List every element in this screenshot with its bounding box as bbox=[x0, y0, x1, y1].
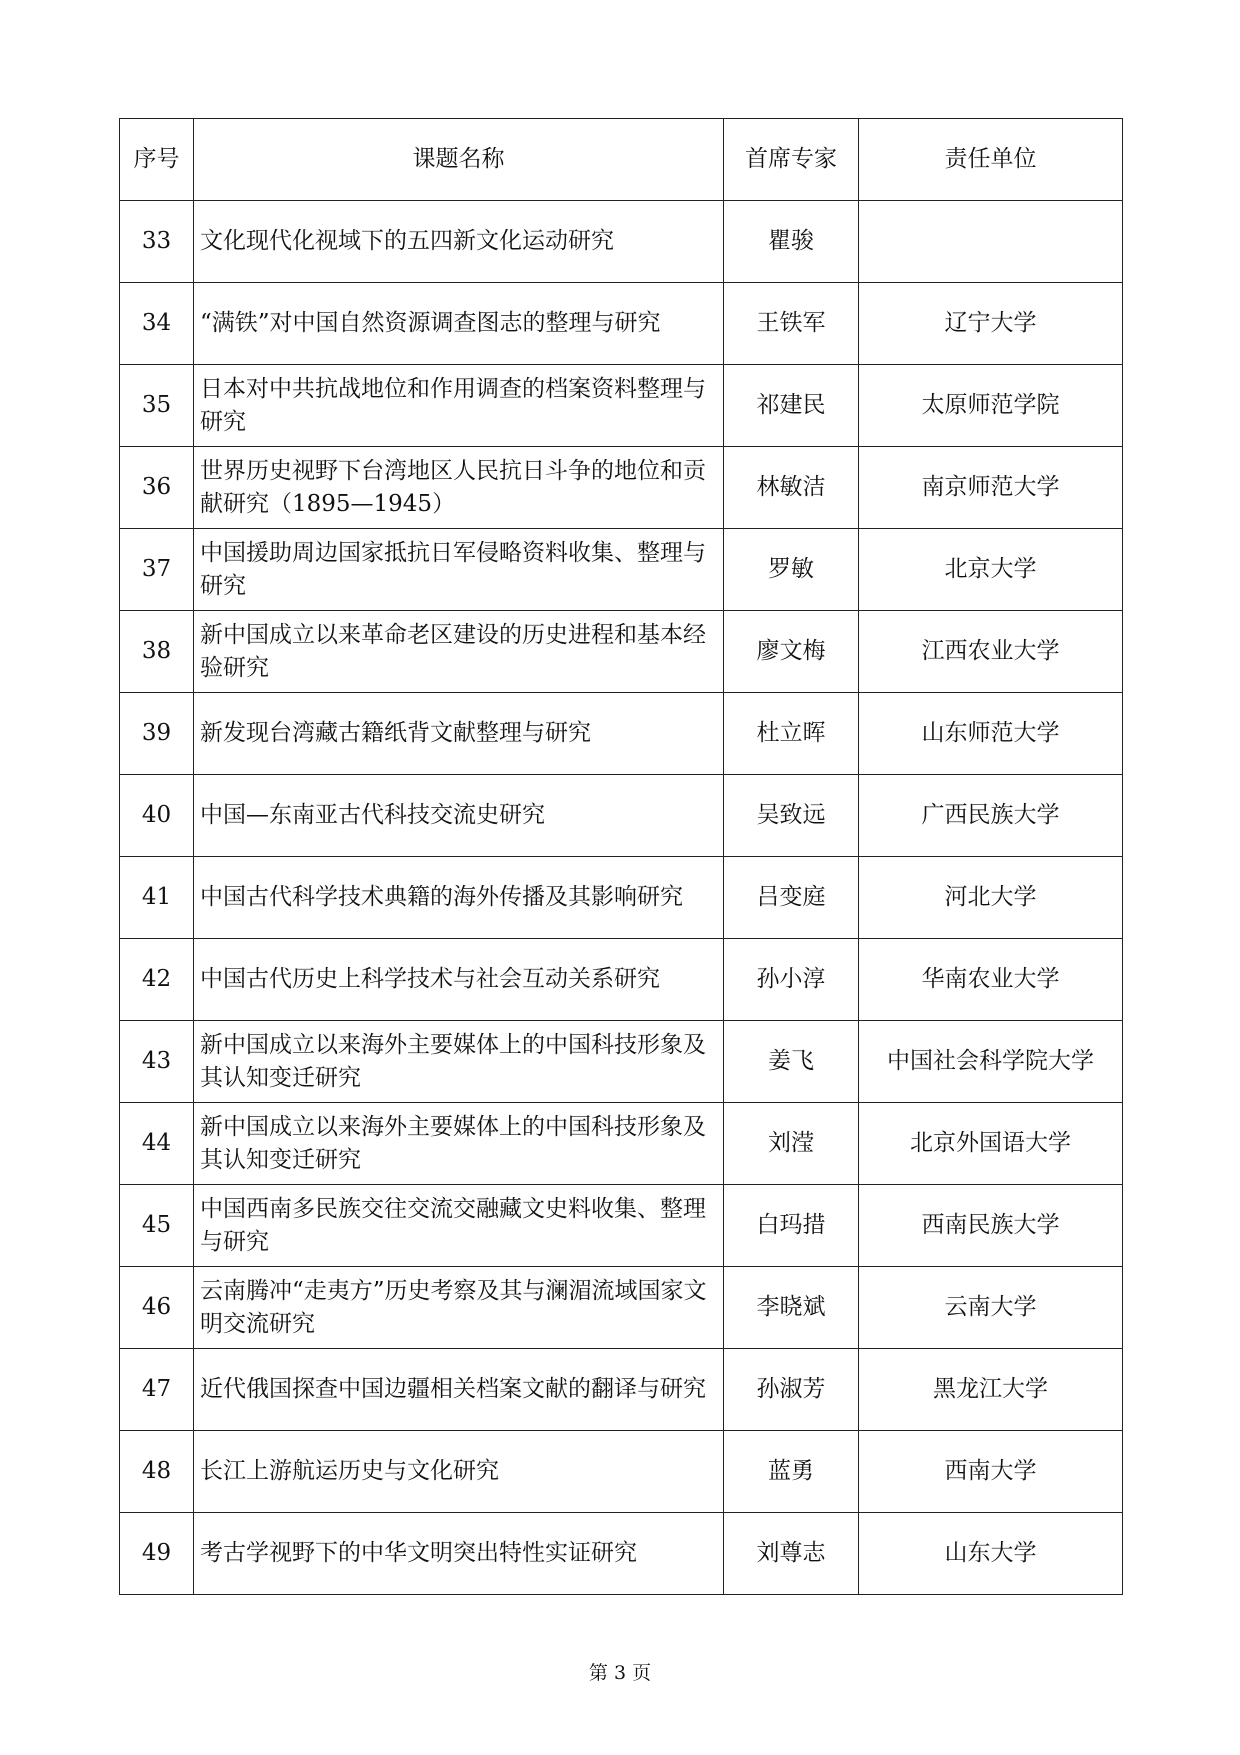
project-title: 中国古代历史上科学技术与社会互动关系研究 bbox=[194, 939, 724, 1021]
row-number: 49 bbox=[120, 1513, 194, 1595]
chief-expert: 蓝勇 bbox=[724, 1431, 859, 1513]
chief-expert: 廖文梅 bbox=[724, 611, 859, 693]
row-number: 47 bbox=[120, 1349, 194, 1431]
project-title: 考古学视野下的中华文明突出特性实证研究 bbox=[194, 1513, 724, 1595]
project-title: 长江上游航运历史与文化研究 bbox=[194, 1431, 724, 1513]
row-number: 44 bbox=[120, 1103, 194, 1185]
responsible-unit: 华南农业大学 bbox=[859, 939, 1123, 1021]
chief-expert: 林敏洁 bbox=[724, 447, 859, 529]
table-row bbox=[120, 1021, 1123, 1103]
row-number: 37 bbox=[120, 529, 194, 611]
table-row bbox=[120, 857, 1123, 939]
table-row bbox=[120, 1267, 1123, 1349]
table-row bbox=[120, 1431, 1123, 1513]
row-number: 33 bbox=[120, 201, 194, 283]
table-row bbox=[120, 529, 1123, 611]
table-row bbox=[120, 611, 1123, 693]
project-title: 新发现台湾藏古籍纸背文献整理与研究 bbox=[194, 693, 724, 775]
project-title: 中国西南多民族交往交流交融藏文史料收集、整理与研究 bbox=[194, 1185, 724, 1267]
header-unit: 责任单位 bbox=[859, 119, 1123, 201]
chief-expert: 李晓斌 bbox=[724, 1267, 859, 1349]
row-number: 36 bbox=[120, 447, 194, 529]
responsible-unit: 中国社会科学院大学 bbox=[859, 1021, 1123, 1103]
chief-expert: 罗敏 bbox=[724, 529, 859, 611]
row-number: 41 bbox=[120, 857, 194, 939]
chief-expert: 吕变庭 bbox=[724, 857, 859, 939]
table-row bbox=[120, 447, 1123, 529]
table-header-row bbox=[120, 119, 1123, 201]
project-title: 中国援助周边国家抵抗日军侵略资料收集、整理与研究 bbox=[194, 529, 724, 611]
row-number: 38 bbox=[120, 611, 194, 693]
responsible-unit: 黑龙江大学 bbox=[859, 1349, 1123, 1431]
table-body bbox=[120, 201, 1123, 1595]
row-number: 48 bbox=[120, 1431, 194, 1513]
project-title: 云南腾冲“走夷方”历史考察及其与澜湄流域国家文明交流研究 bbox=[194, 1267, 724, 1349]
chief-expert: 王铁军 bbox=[724, 283, 859, 365]
responsible-unit: 江西农业大学 bbox=[859, 611, 1123, 693]
project-table bbox=[119, 118, 1123, 1595]
responsible-unit: 西南民族大学 bbox=[859, 1185, 1123, 1267]
chief-expert: 吴致远 bbox=[724, 775, 859, 857]
responsible-unit: 广西民族大学 bbox=[859, 775, 1123, 857]
row-number: 46 bbox=[120, 1267, 194, 1349]
table-row bbox=[120, 283, 1123, 365]
chief-expert: 刘滢 bbox=[724, 1103, 859, 1185]
project-title: 新中国成立以来海外主要媒体上的中国科技形象及其认知变迁研究 bbox=[194, 1103, 724, 1185]
row-number: 40 bbox=[120, 775, 194, 857]
responsible-unit: 北京外国语大学 bbox=[859, 1103, 1123, 1185]
responsible-unit: 山东师范大学 bbox=[859, 693, 1123, 775]
project-title: 中国古代科学技术典籍的海外传播及其影响研究 bbox=[194, 857, 724, 939]
chief-expert: 杜立晖 bbox=[724, 693, 859, 775]
header-title: 课题名称 bbox=[194, 119, 724, 201]
chief-expert: 白玛措 bbox=[724, 1185, 859, 1267]
project-title: 中国—东南亚古代科技交流史研究 bbox=[194, 775, 724, 857]
chief-expert: 祁建民 bbox=[724, 365, 859, 447]
project-title: 近代俄国探查中国边疆相关档案文献的翻译与研究 bbox=[194, 1349, 724, 1431]
table-row bbox=[120, 1513, 1123, 1595]
project-title: 世界历史视野下台湾地区人民抗日斗争的地位和贡献研究（1895—1945） bbox=[194, 447, 724, 529]
table-row bbox=[120, 775, 1123, 857]
responsible-unit: 北京大学 bbox=[859, 529, 1123, 611]
row-number: 34 bbox=[120, 283, 194, 365]
responsible-unit: 太原师范学院 bbox=[859, 365, 1123, 447]
row-number: 42 bbox=[120, 939, 194, 1021]
chief-expert: 孙淑芳 bbox=[724, 1349, 859, 1431]
table-row bbox=[120, 693, 1123, 775]
header-expert: 首席专家 bbox=[724, 119, 859, 201]
responsible-unit: 西南大学 bbox=[859, 1431, 1123, 1513]
responsible-unit: 辽宁大学 bbox=[859, 283, 1123, 365]
table-row bbox=[120, 365, 1123, 447]
row-number: 43 bbox=[120, 1021, 194, 1103]
responsible-unit: 山东大学 bbox=[859, 1513, 1123, 1595]
project-title: 文化现代化视域下的五四新文化运动研究 bbox=[194, 201, 724, 283]
table-row bbox=[120, 1103, 1123, 1185]
project-title: 新中国成立以来海外主要媒体上的中国科技形象及其认知变迁研究 bbox=[194, 1021, 724, 1103]
table-row bbox=[120, 201, 1123, 283]
responsible-unit bbox=[859, 201, 1123, 283]
project-title: 日本对中共抗战地位和作用调查的档案资料整理与研究 bbox=[194, 365, 724, 447]
responsible-unit: 南京师范大学 bbox=[859, 447, 1123, 529]
table-row bbox=[120, 1349, 1123, 1431]
table-row bbox=[120, 939, 1123, 1021]
chief-expert: 刘尊志 bbox=[724, 1513, 859, 1595]
project-title: “满铁”对中国自然资源调查图志的整理与研究 bbox=[194, 283, 724, 365]
row-number: 45 bbox=[120, 1185, 194, 1267]
chief-expert: 瞿骏 bbox=[724, 201, 859, 283]
row-number: 35 bbox=[120, 365, 194, 447]
project-title: 新中国成立以来革命老区建设的历史进程和基本经验研究 bbox=[194, 611, 724, 693]
page-number: 第 3 页 bbox=[588, 1662, 652, 1684]
row-number: 39 bbox=[120, 693, 194, 775]
header-no: 序号 bbox=[120, 119, 194, 201]
chief-expert: 姜飞 bbox=[724, 1021, 859, 1103]
table-row bbox=[120, 1185, 1123, 1267]
responsible-unit: 河北大学 bbox=[859, 857, 1123, 939]
chief-expert: 孙小淳 bbox=[724, 939, 859, 1021]
responsible-unit: 云南大学 bbox=[859, 1267, 1123, 1349]
